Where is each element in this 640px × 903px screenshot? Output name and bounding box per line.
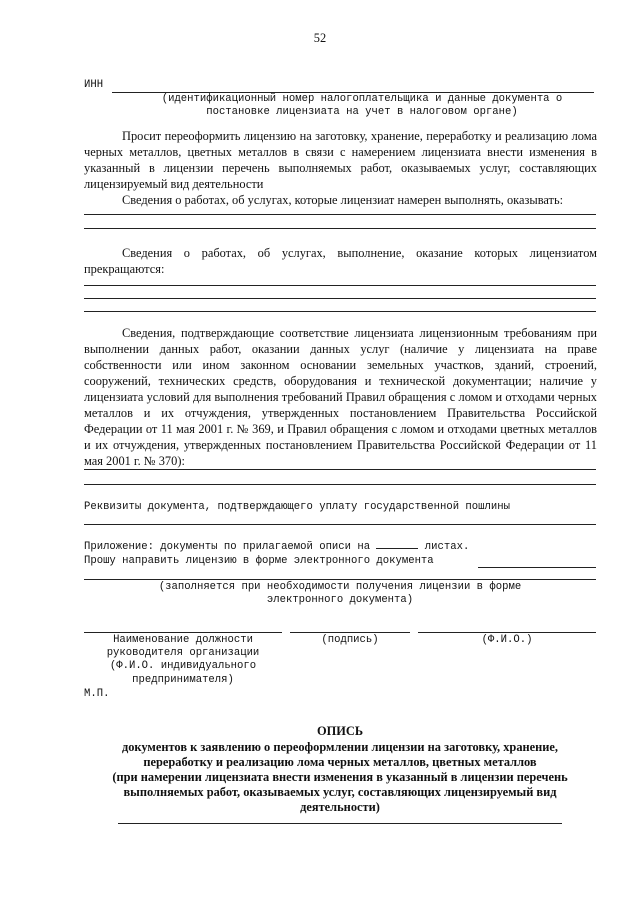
appendix-line	[84, 541, 469, 554]
electronic-caption-line2: электронного документа)	[266, 594, 414, 606]
appendix-text-after: листах.	[424, 541, 470, 553]
inn-caption-line1: (идентификационный номер налогоплательщика и данные документа о	[161, 93, 563, 105]
electronic-request-field[interactable]	[84, 579, 596, 580]
inn-label: ИНН	[84, 79, 104, 91]
position-caption-line2: руководителя организации	[106, 647, 260, 659]
state-fee-label: Реквизиты документа, подтверждающего уплату государственной пошлины	[84, 501, 510, 513]
fio-caption: (Ф.И.О.)	[481, 634, 533, 646]
works-intended-label: Сведения о работах, об услугах, которые лицензиат намерен выполнять, оказывать:	[122, 193, 564, 207]
stamp-label: М.П.	[84, 688, 110, 700]
works-terminated-line-3[interactable]	[84, 311, 596, 312]
electronic-request: Прошу направить лицензию в форме электронного документа	[84, 555, 434, 567]
inventory-line5: деятельности)	[300, 800, 380, 814]
appendix-text-before: Приложение: документы по прилагаемой описи на	[84, 541, 371, 553]
works-intended-line-2[interactable]	[84, 228, 596, 229]
works-terminated-line-2[interactable]	[84, 298, 596, 299]
inn-caption-line2: постановке лицензиата на учет в налоговом органе)	[206, 106, 518, 118]
appendix-sheets-field[interactable]	[376, 548, 418, 549]
position-caption-line4: предпринимателя)	[132, 674, 234, 686]
signature-caption: (подпись)	[321, 634, 379, 646]
inventory-line4: выполняемых работ, оказываемых услуг, составляющих лицензируемый вид	[123, 785, 557, 799]
inventory-line1: документов к заявлению о переоформлении лицензии на заготовку, хранение,	[121, 740, 559, 754]
fio-field[interactable]	[418, 632, 596, 633]
compliance-paragraph: Сведения, подтверждающие соответствие лицензиата лицензионным требованиям при выполнении данных работ, оказании данных услуг (наличие у лицензиата на праве собственности или ином законном основании земельных участков, зданий, строений, сооружений, технических средств, оборудования и технической документации; наличие у лицензиата условий для выполнения требований Правил обращения с ломом и отходами черных металлов и их отчуждения, утвержденных постановлением Правительства Российской Федерации от 11 мая 2001 г. № 369, и Правил обращения с ломом и отходами цветных металлов и их отчуждения, утвержденных постановлением Правительства Российской Федерации от 11 мая 2001 г. № 370):	[84, 326, 597, 468]
works-terminated-line-1[interactable]	[84, 285, 596, 286]
works-terminated-label: Сведения о работах, об услугах, выполнение, оказание которых лицензиатом прекращаются:	[84, 246, 597, 276]
works-intended-line-1[interactable]	[84, 214, 596, 215]
position-field[interactable]	[84, 632, 282, 633]
electronic-request-field-end[interactable]	[478, 567, 596, 568]
inventory-title: ОПИСЬ	[316, 724, 364, 738]
electronic-caption-line1: (заполняется при необходимости получения лицензии в форме	[158, 581, 522, 593]
signature-field[interactable]	[290, 632, 410, 633]
compliance-line-1[interactable]	[84, 469, 596, 470]
request-paragraph: Просит переоформить лицензию на заготовку, хранение, переработку и реализацию лома черных металлов, цветных металлов в связи с намерением лицензиата внести изменения в указанный в лицензии перечень выполняемых работ, оказываемых услуг, составляющих лицензируемый вид деятельности	[84, 129, 597, 191]
state-fee-field[interactable]	[84, 524, 596, 525]
inventory-line3: (при намерении лицензиата внести изменения в указанный в лицензии перечень	[112, 770, 568, 784]
inventory-underline	[118, 823, 562, 824]
page-number: 52	[313, 31, 327, 45]
position-caption-line3: (Ф.И.О. индивидуального	[109, 660, 257, 672]
position-caption-line1: Наименование должности	[113, 634, 253, 646]
compliance-line-2[interactable]	[84, 484, 596, 485]
inventory-line2: переработку и реализацию лома черных металлов, цветных металлов	[143, 755, 537, 769]
